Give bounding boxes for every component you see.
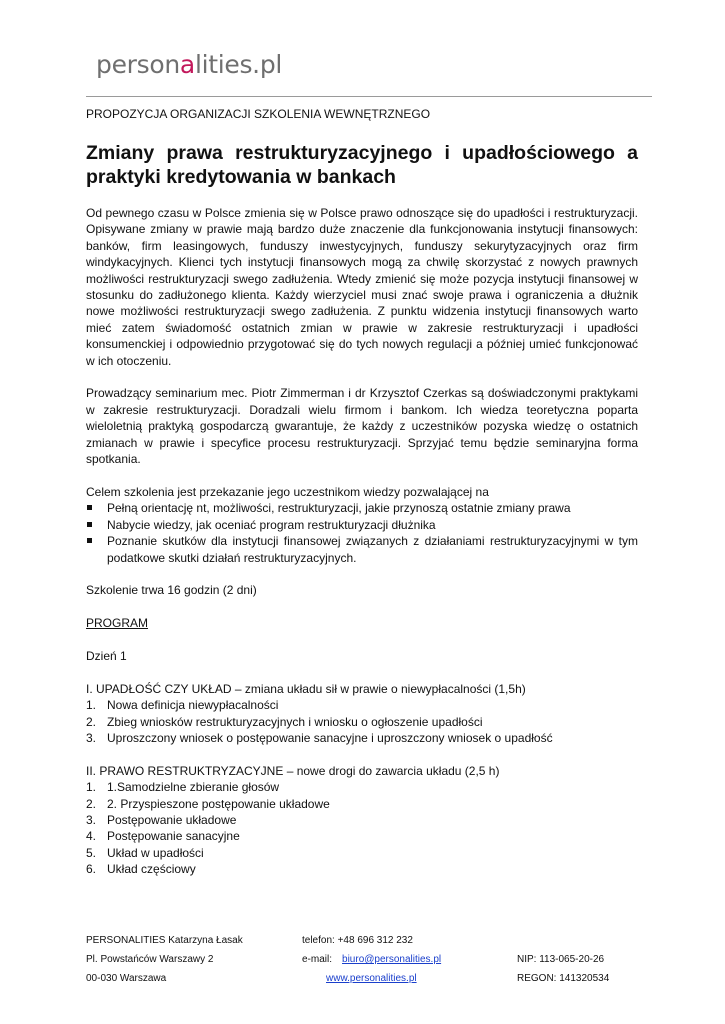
item-number: 2. xyxy=(86,714,97,729)
list-item xyxy=(86,845,638,861)
item-number: 4. xyxy=(86,829,97,844)
footer-regon: REGON: 141320534 xyxy=(517,973,610,984)
list-item xyxy=(86,779,638,795)
item-text: Postępowanie sanacyjne xyxy=(107,829,240,844)
item-number: 6. xyxy=(86,862,97,877)
goals-intro: Celem szkolenia jest przekazanie jego uczestnikom wiedzy pozwalającej na xyxy=(86,484,489,499)
item-number: 1. xyxy=(86,698,97,713)
section-2-list xyxy=(86,779,638,877)
item-text: Uproszczony wniosek o postępowanie sanacyjne i uproszczony wniosek o upadłość xyxy=(107,730,553,745)
list-item: Pełną orientację nt, możliwości, restrukturyzacji, jakie przynoszą ostatnie zmiany prawa xyxy=(86,500,638,516)
item-text: Układ częściowy xyxy=(107,862,196,877)
footer-email-label: e-mail: xyxy=(302,954,333,965)
document-subtitle: PROPOZYCJA ORGANIZACJI SZKOLENIA WEWNĘTRZNEGO xyxy=(86,107,431,121)
duration-text: Szkolenie trwa 16 godzin (2 dni) xyxy=(86,583,257,598)
footer-address xyxy=(86,931,243,988)
list-item xyxy=(86,812,638,828)
header-divider xyxy=(86,96,652,97)
footer-website-row xyxy=(302,969,441,988)
item-text: Zbieg wniosków restrukturyzacyjnych i wniosku o ogłoszenie upadłości xyxy=(107,714,483,729)
section-1-title: I. UPADŁOŚĆ CZY UKŁAD – zmiana układu sił w prawie o niewypłacalności (1,5h) xyxy=(86,681,526,696)
trainers-paragraph: Prowadzący seminarium mec. Piotr Zimmerman i dr Krzysztof Czerkas są doświadczonymi praktykami w zakresie restrukturyzacji. Doradzali wielu firmom i bankom. Ich wiedza teoretyczna poparta wieloletnią praktyką gospodarczą gwarantuje, że każdy z uczestników pozyska wiedzę o ostatnich zmianach w prawie i specyfice procesu restrukturyzacji. Sprzyjać temu będzie seminaryjna forma spotkania. xyxy=(86,386,638,467)
goals-list xyxy=(86,500,638,566)
footer-website-link[interactable]: www.personalities.pl xyxy=(326,973,417,984)
footer-phone: telefon: +48 696 312 232 xyxy=(302,935,413,946)
item-number: 1. xyxy=(86,780,97,795)
company-logo xyxy=(96,50,282,80)
footer-contact xyxy=(302,931,441,988)
list-item xyxy=(86,714,638,730)
logo-text-accent: a xyxy=(179,50,195,79)
footer-spacer xyxy=(517,931,609,950)
list-item xyxy=(86,697,638,713)
footer-email-link[interactable]: biuro@personalities.pl xyxy=(342,954,442,965)
item-number: 2. xyxy=(86,796,97,811)
footer-city: 00-030 Warszawa xyxy=(86,973,167,984)
document-title: Zmiany prawa restrukturyzacyjnego i upadłościowego a praktyki kredytowania w bankach xyxy=(86,142,638,188)
list-item xyxy=(86,861,638,877)
item-number: 3. xyxy=(86,730,97,745)
item-text: 2. Przyspieszone postępowanie układowe xyxy=(107,796,330,811)
item-text: 1.Samodzielne zbieranie głosów xyxy=(107,780,280,795)
item-text: Układ w upadłości xyxy=(107,845,204,860)
section-2-title: II. PRAWO RESTRUKTRYZACYJNE – nowe drogi do zawarcia układu (2,5 h) xyxy=(86,763,500,778)
logo-text-part1: person xyxy=(96,50,180,79)
program-heading: PROGRAM xyxy=(86,616,149,631)
footer-email-row xyxy=(302,950,441,969)
document-body xyxy=(86,205,638,878)
item-number: 3. xyxy=(86,812,97,827)
logo-text-part2: lities.pl xyxy=(194,50,283,79)
footer-nip: NIP: 113-065-20-26 xyxy=(517,954,605,965)
item-text: Postępowanie układowe xyxy=(107,812,237,827)
footer-street: Pl. Powstańców Warszawy 2 xyxy=(86,954,214,965)
intro-paragraph: Od pewnego czasu w Polsce zmienia się w Polsce prawo odnoszące się do upadłości i restrukturyzacji. Opisywane zmiany w prawie mają bardzo duże znaczenie dla funkcjonowania instytucji finansowych: banków, firm leasingowych, funduszy inwestycyjnych, funduszy sekurytyzacyjnych oraz firm windykacyjnych. Klienci tych instytucji finansowych mogą za chwilę skorzystać z nowych prawnych możliwości restrukturyzacji swego zadłużenia. Wtedy zmienić się może pozycja instytucji finansowej w stosunku do zadłużonego klienta. Każdy wierzyciel musi znać swoje prawa i ograniczenia a dłużnik nowe możliwości restrukturyzacji swego zadłużenia. Z punktu widzenia instytucji finansowych warto mieć zatem świadomość ostatnich zmian w prawie w zakresie restrukturyzacji i upadłości konsumenckiej i odpowiednio przygotować się do tych nowych regulacji a później umieć funkcjonować w ich otoczeniu. xyxy=(86,206,638,368)
list-item: Poznanie skutków dla instytucji finansowej związanych z działaniami restrukturyzacyjnymi w tym podatkowe skutki działań restrukturyzacyjnych. xyxy=(86,533,638,566)
item-text: Nowa definicja niewypłacalności xyxy=(107,698,279,713)
day-heading: Dzień 1 xyxy=(86,648,127,663)
list-item: Nabycie wiedzy, jak oceniać program restrukturyzacji dłużnika xyxy=(86,517,638,533)
list-item xyxy=(86,796,638,812)
item-number: 5. xyxy=(86,845,97,860)
list-item xyxy=(86,730,638,746)
footer-registry xyxy=(517,931,609,988)
footer-company: PERSONALITIES Katarzyna Łasak xyxy=(86,935,243,946)
list-item xyxy=(86,828,638,844)
section-1-list xyxy=(86,697,638,746)
